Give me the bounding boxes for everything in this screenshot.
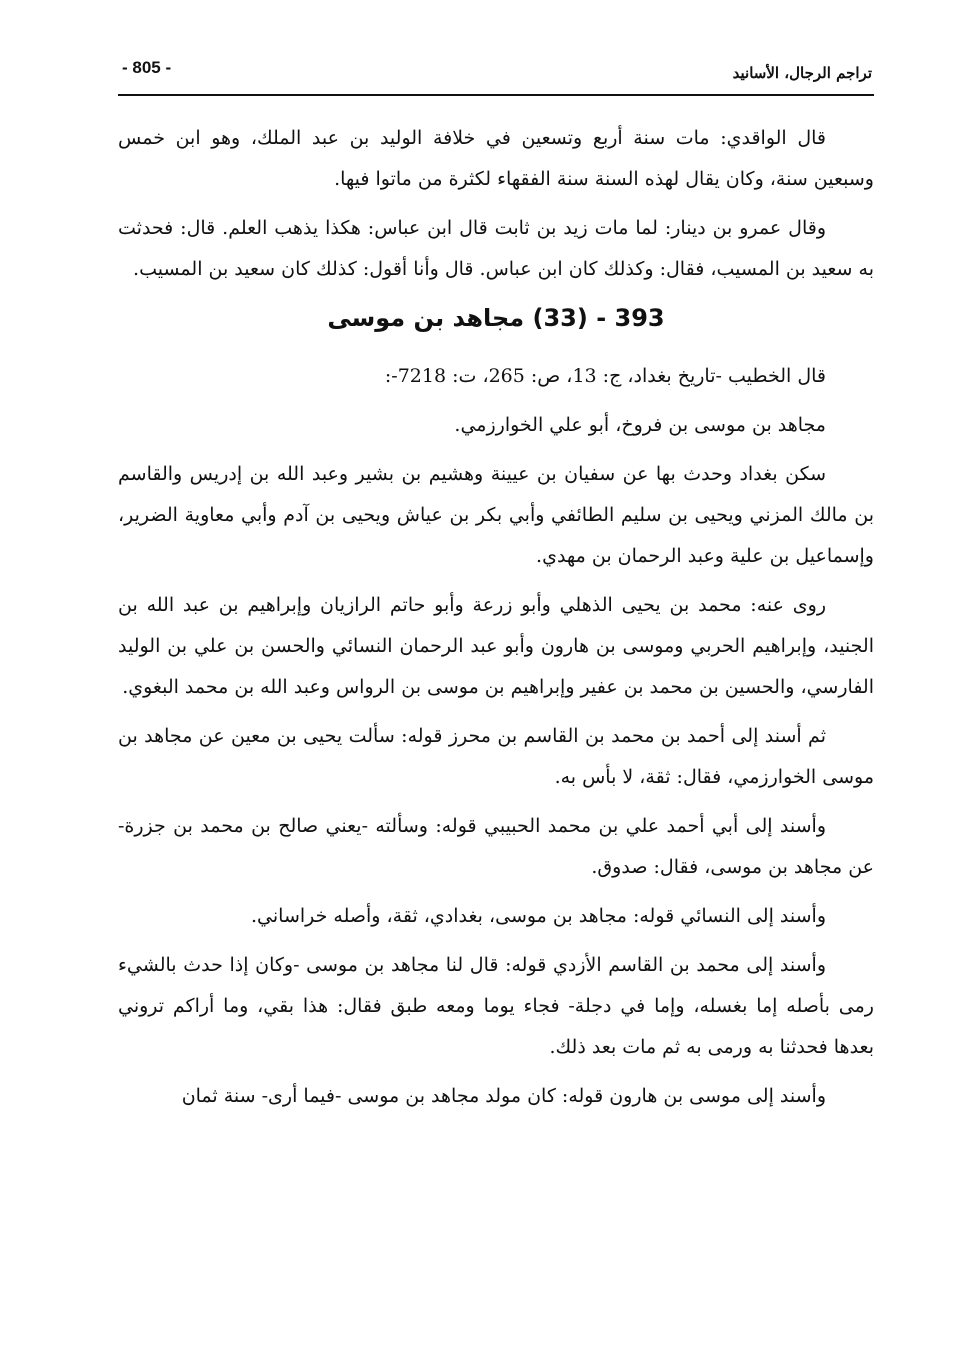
paragraph: مجاهد بن موسى بن فروخ، أبو علي الخوارزمي. [454,414,826,436]
paragraph: وأسند إلى أبي أحمد علي بن محمد الحبيبي قوله: وسألته -يعني صالح بن محمد بن جزرة- عن مجاهد بن موسى، فقال: صدوق. [118,815,874,878]
paragraph: وأسند إلى النسائي قوله: مجاهد بن موسى، بغدادي، ثقة، وأصله خراساني. [250,905,826,927]
paragraph: وقال عمرو بن دينار: لما مات زيد بن ثابت قال ابن عباس: هكذا يذهب العلم. قال: فحدثت به سعيد بن المسيب، فقال: وكذلك كان ابن عباس. قال وأنا أقول: كذلك كان سعيد بن المسيب. [118,217,874,280]
paragraph: قال الواقدي: مات سنة أربع وتسعين في خلافة الوليد بن عبد الملك، وهو ابن خمس وسبعين سنة، وكان يقال لهذه السنة سنة الفقهاء لكثرة من ماتوا فيها. [118,127,874,190]
main-text [118,118,874,1125]
paragraph: قال الخطيب -تاريخ بغداد، ج: 13، ص: 265، ت: 7218-: [384,365,826,387]
paragraph: سكن بغداد وحدث بها عن سفيان بن عيينة وهشيم بن بشير وعبد الله بن إدريس والقاسم بن مالك المزني ويحيى بن سليم الطائفي وأبي بكر بن عياش ويحيى بن آدم وأبي معاوية الضرير، وإسماعيل بن علية وعبد الرحمان بن مهدي. [118,463,874,567]
paragraph: روى عنه: محمد بن يحيى الذهلي وأبو زرعة وأبو حاتم الرازيان وإبراهيم بن عبد الله بن الجنيد، وإبراهيم الحربي وموسى بن هارون وأبو عبد الرحمان النسائي والحسن بن علي بن الوليد الفارسي، والحسين بن محمد بن عفير وإبراهيم بن موسى بن الرواس وعبد الله بن محمد البغوي. [118,594,874,698]
paragraph: ثم أسند إلى أحمد بن محمد بن القاسم بن محرز قوله: سألت يحيى بن معين عن مجاهد بن موسى الخوارزمي، فقال: ثقة، لا بأس به. [118,725,874,788]
paragraph: وأسند إلى موسى بن هارون قوله: كان مولد مجاهد بن موسى -فيما أرى- سنة ثمان [181,1085,826,1107]
entry-heading: 393 - (33) مجاهد بن موسى [327,304,665,332]
page-number: - 805 - [122,58,172,77]
running-title: تراجم الرجال، الأسانيد [732,64,872,82]
page-header [118,52,874,96]
paragraph: وأسند إلى محمد بن القاسم الأزدي قوله: قال لنا مجاهد بن موسى -وكان إذا حدث بالشيء رمى بأصله إما بغسله، وإما في دجلة- فجاء يوما ومعه طبق فقال: هذا بقي، وما أراكم تروني بعدها فحدثنا به ورمى به ثم مات بعد ذلك. [118,954,874,1058]
